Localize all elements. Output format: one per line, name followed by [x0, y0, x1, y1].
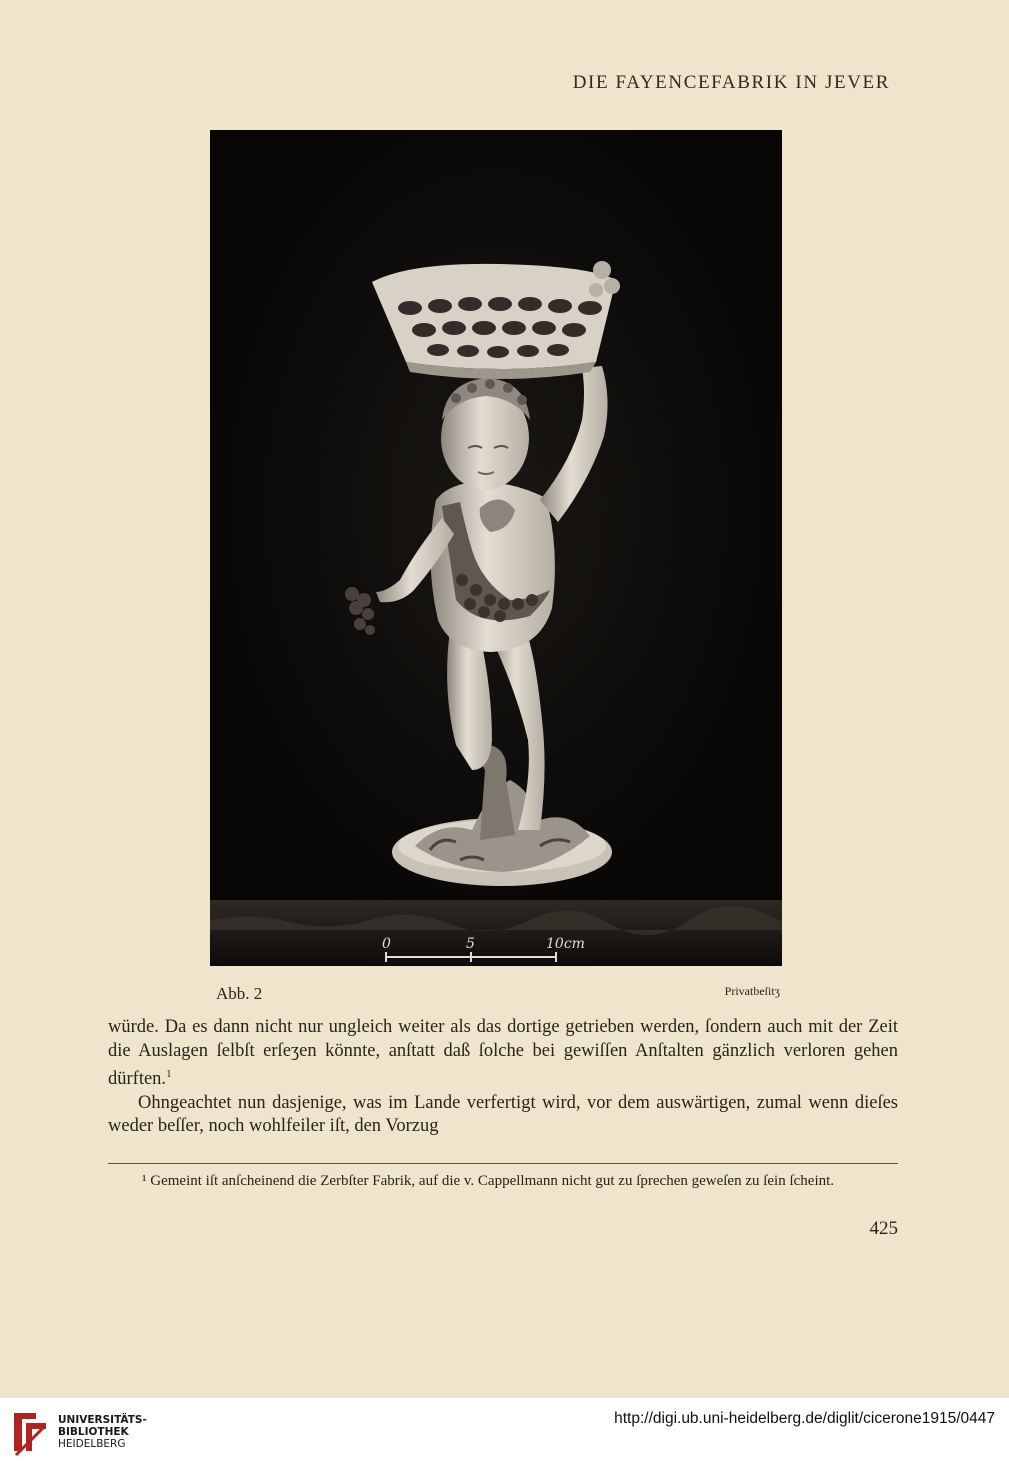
paragraph-1: [108, 1016, 898, 1092]
figure-caption: Abb. 2: [216, 984, 263, 1003]
paragraph-2: Ohngeachtet nun dasjenige, was im Lande verfertigt wird, vor dem auswärtigen, zumal wenn dieſes weder beſſer, noch wohlfeiler iſt, den Vorzug: [108, 1092, 898, 1137]
footnote-mark: ¹: [142, 1173, 147, 1189]
library-line-3: HEIDELBERG: [58, 1438, 126, 1450]
footnote-divider: [108, 1163, 898, 1164]
putto-figurine-image: [210, 130, 782, 966]
paragraph-1-text: würde. Da es dann nicht nur ungleich weiter als das dortige getrieben werden, ſondern auch mit der Zeit die Auslagen ſelbſt erſeʒen könnte, anſtatt daß ſolche bei gewiſſen Anſtalten gänzlich verloren gehen dürften.: [108, 1017, 898, 1090]
library-line-1: UNIVERSITÄTS-: [58, 1414, 147, 1426]
figure-credit: Privatbeſitʒ: [724, 984, 780, 998]
scale-label-10cm: 10cm: [546, 936, 585, 952]
library-name: [58, 1414, 147, 1450]
library-logo-icon: [10, 1407, 50, 1457]
footnote: [108, 1171, 898, 1191]
scale-label-0: 0: [382, 936, 391, 952]
source-url[interactable]: http://digi.ub.uni-heidelberg.de/diglit/cicerone1915/0447: [614, 1410, 995, 1427]
footnote-reference: 1: [166, 1068, 172, 1080]
body-text: [108, 1016, 898, 1139]
footnote-text: Gemeint iſt anſcheinend die Zerbſter Fabrik, auf die v. Cappellmann nicht gut zu ſprechen geweſen zu ſein ſcheint.: [150, 1173, 835, 1189]
figure-photo: [210, 130, 782, 966]
page-number: 425: [869, 1218, 898, 1239]
library-footer: [0, 1398, 1009, 1469]
library-line-2: BIBLIOTHEK: [58, 1426, 129, 1438]
running-header: DIE FAYENCEFABRIK IN JEVER: [572, 72, 890, 93]
scale-label-5: 5: [466, 936, 475, 952]
